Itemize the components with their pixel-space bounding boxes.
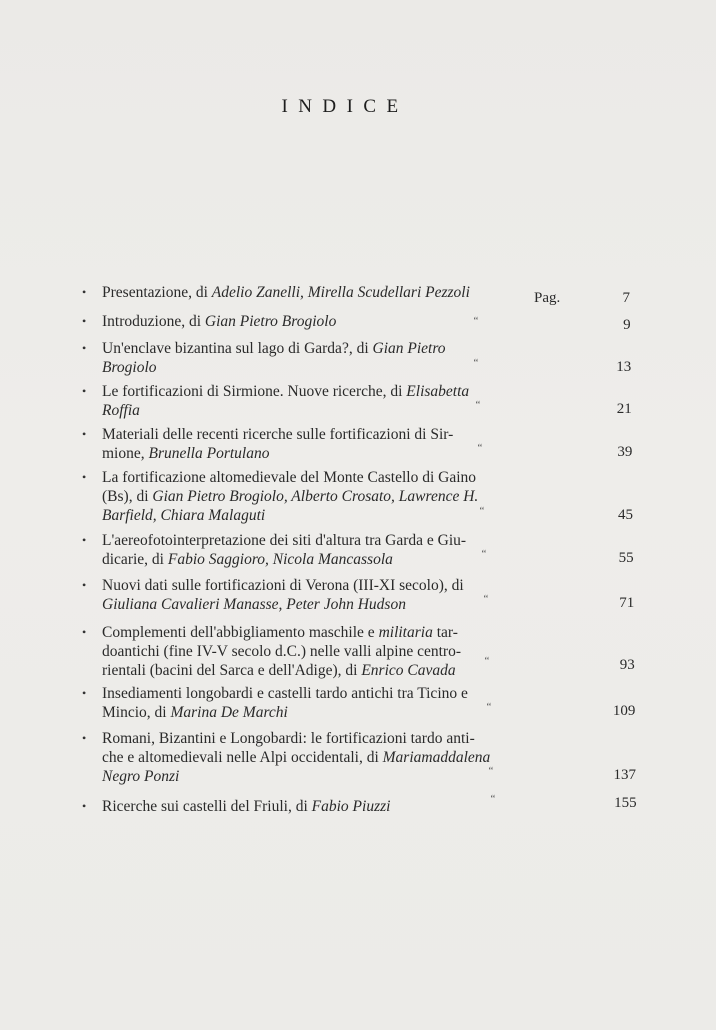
entry-line: [102, 382, 532, 401]
bullet-icon: •: [82, 427, 87, 441]
author-names: Enrico Cavada: [361, 662, 456, 679]
entry-text: [102, 797, 532, 816]
entry-text: [102, 425, 532, 463]
author-names: Gian Pietro Brogiolo: [204, 313, 337, 330]
page-number: 39: [617, 444, 633, 460]
title-text: Insediamenti longobardi e castelli tardo antichi tra Ticino e: [102, 685, 468, 702]
entry-line: [102, 767, 532, 786]
entry-line: [102, 729, 532, 748]
toc-entry: [82, 283, 630, 306]
page-number: 45: [618, 507, 633, 523]
author-names: Gian Pietro Brogiolo, Alberto Crosato, Lawrence H.: [152, 488, 479, 505]
title-text: Materiali delle recenti ricerche sulle fortificazioni di Sir-: [102, 426, 454, 443]
bullet-icon: •: [82, 341, 87, 355]
entry-line: [102, 425, 532, 444]
title-text: Mincio, di: [102, 704, 171, 721]
entry-line: [102, 401, 532, 420]
entry-line: [102, 642, 532, 661]
author-names: Brunella Portulano: [148, 445, 270, 462]
title-text: che e altomedievali nelle Alpi occidentali, di: [102, 749, 383, 766]
page-title: INDICE: [281, 96, 409, 117]
author-names: Adelio Zanelli, Mirella Scudellari Pezzoli: [211, 284, 470, 301]
entry-line: [102, 531, 532, 550]
pag-label: Pag.: [534, 290, 561, 306]
author-names: Elisabetta: [406, 383, 470, 400]
entry-text: [102, 283, 532, 302]
page-number: 109: [612, 703, 636, 719]
entry-line: [102, 468, 532, 487]
toc-entry: [82, 793, 637, 816]
entry-text: [102, 468, 532, 525]
ditto-mark: “: [486, 701, 492, 713]
page-number: 137: [613, 767, 636, 783]
title-text: Presentazione, di: [102, 284, 212, 301]
entry-text: [102, 576, 532, 614]
toc-entry: [82, 623, 635, 680]
entry-line: [102, 312, 532, 331]
title-text: mione,: [102, 445, 149, 462]
author-names: Giuliana Cavalieri Manasse, Peter John Hudson: [102, 596, 406, 613]
title-text: rientali (bacini del Sarca e dell'Adige), di: [102, 662, 362, 679]
toc-entry: [82, 425, 633, 463]
title-text: L'aereofotointerpretazione dei siti d'altura tra Garda e Giu-: [102, 532, 467, 549]
ditto-mark: “: [483, 593, 489, 605]
ditto-mark: “: [490, 793, 496, 805]
author-names: Roffia: [102, 402, 140, 419]
entry-line: [102, 506, 532, 525]
toc-entry: [82, 576, 635, 614]
toc-entry: [82, 339, 632, 377]
entry-text: [102, 382, 532, 420]
title-text: dicarie, di: [102, 551, 168, 568]
title-text: Ricerche sui castelli del Friuli, di: [102, 798, 312, 815]
page-number: 7: [622, 290, 630, 306]
page-number: 155: [614, 795, 637, 811]
toc-entry: [82, 684, 636, 722]
ditto-mark: “: [477, 442, 483, 454]
title-text: tar-: [432, 624, 458, 641]
toc-entry: [82, 531, 634, 569]
toc-entry: [82, 468, 633, 525]
author-names: Mariamaddalena: [382, 749, 491, 766]
bullet-icon: •: [82, 533, 87, 547]
entry-line: [102, 444, 532, 463]
ditto-mark: “: [488, 765, 494, 777]
entry-line: [102, 797, 532, 816]
entry-line: [102, 661, 532, 680]
page-number: 21: [616, 401, 632, 417]
ditto-mark: “: [473, 315, 479, 327]
title-text: Introduzione, di: [102, 313, 205, 330]
bullet-icon: •: [82, 578, 87, 592]
ditto-mark: “: [481, 548, 487, 560]
title-text: La fortificazione altomedievale del Monte Castello di Gaino: [102, 469, 477, 486]
toc-entry: [82, 729, 636, 786]
entry-line: [102, 358, 532, 377]
entry-line: [102, 576, 532, 595]
page-number: 55: [618, 550, 634, 566]
entry-line: [102, 623, 532, 642]
entry-text: [102, 312, 532, 331]
author-names: Fabio Saggioro, Nicola Mancassola: [167, 551, 393, 568]
title-text: Nuovi dati sulle fortificazioni di Verona (III-XI secolo), di: [102, 577, 464, 594]
entry-line: [102, 339, 532, 358]
bullet-icon: •: [82, 384, 87, 398]
author-names: Barfield, Chiara Malaguti: [102, 507, 266, 524]
entry-line: [102, 487, 532, 506]
title-text: (Bs), di: [102, 488, 153, 505]
author-names: Fabio Piuzzi: [311, 798, 391, 815]
entry-text: [102, 623, 532, 680]
page-number: 93: [619, 657, 635, 673]
bullet-icon: •: [82, 285, 87, 299]
title-text: Romani, Bizantini e Longobardi: le fortificazioni tardo anti-: [102, 730, 475, 747]
author-names: Brogiolo: [102, 359, 157, 376]
bullet-icon: •: [82, 799, 87, 813]
ditto-mark: “: [479, 505, 485, 517]
entry-line: [102, 283, 532, 302]
entry-text: [102, 339, 532, 377]
ditto-mark: “: [473, 357, 479, 369]
title-text: Un'enclave bizantina sul lago di Garda?, di: [102, 340, 373, 357]
title-text: Le fortificazioni di Sirmione. Nuove ricerche, di: [102, 383, 407, 400]
title-text: Complementi dell'abbigliamento maschile e: [102, 624, 379, 641]
author-names: Marina De Marchi: [170, 704, 288, 721]
toc-entry: [82, 312, 631, 333]
entry-line: [102, 684, 532, 703]
entry-text: [102, 531, 532, 569]
entry-line: [102, 703, 532, 722]
bullet-icon: •: [82, 314, 87, 328]
page-number: 13: [616, 359, 632, 375]
page-number: 71: [619, 595, 635, 611]
ditto-mark: “: [475, 399, 481, 411]
page-number: 9: [623, 317, 631, 333]
bullet-icon: •: [82, 686, 87, 700]
title-text: doantichi (fine IV-V secolo d.C.) nelle valli alpine centro-: [102, 643, 461, 660]
entry-line: [102, 748, 532, 767]
entry-text: [102, 684, 532, 722]
bullet-icon: •: [82, 625, 87, 639]
ditto-mark: “: [484, 655, 490, 667]
toc-entry: [82, 382, 632, 420]
author-names: Gian Pietro: [372, 340, 446, 357]
entry-text: [102, 729, 532, 786]
bullet-icon: •: [82, 731, 87, 745]
bullet-icon: •: [82, 470, 87, 484]
entry-line: [102, 550, 532, 569]
author-names: Negro Ponzi: [102, 768, 180, 785]
entry-line: [102, 595, 532, 614]
author-names: militaria: [378, 624, 433, 641]
